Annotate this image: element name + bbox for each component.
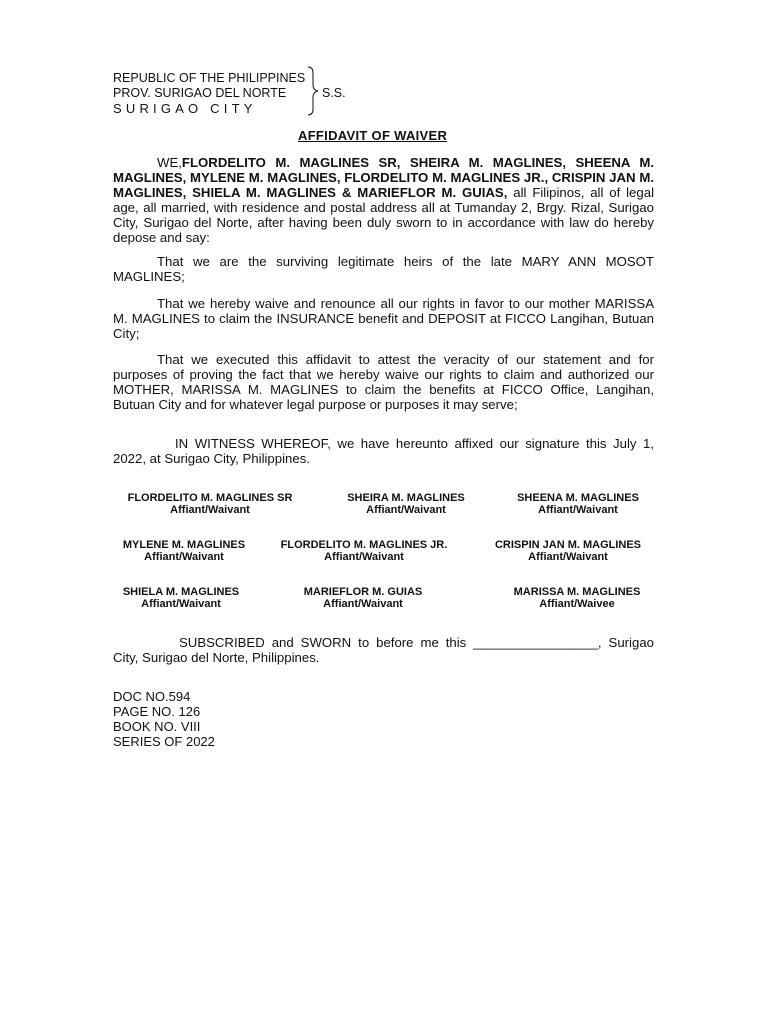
page-number: PAGE NO. 126 [113,704,201,719]
signatory-6 [483,539,653,563]
book-number: BOOK NO. VIII [113,719,201,734]
signatory-role: Affiant/Waivant [324,551,404,563]
signatory-name: MARIEFLOR M. GUIAS [303,586,423,598]
doc-number: DOC NO.594 [113,689,191,704]
affiants-details: all Filipinos, all of legal age, all married, with residence and postal address all at Tumanday 2, Brgy. Rizal, Surigao City, Surigao del Norte, after having been duly sworn to in accordance with law do hereby depose and say: [113,185,654,245]
paragraph-jurat: SUBSCRIBED and SWORN to before me this _________________, Surigao City, Surigao del Norte, Philippines. [113,635,654,665]
venue-city: SURIGAO CITY [113,101,257,116]
series-year: SERIES OF 2022 [113,734,215,749]
affiants-names: FLORDELITO M. MAGLINES SR, SHEIRA M. MAGLINES, SHEENA M. MAGLINES, MYLENE M. MAGLINES, FLORDELITO M. MAGLINES JR., CRISPIN JAN M. MAGLINES, SHIELA M. MAGLINES & MARIEFLOR M. GUIAS, [113,155,654,200]
signatory-role: Affiant/Waivant [144,551,224,563]
affiants-lead: WE, [157,155,182,170]
venue-republic: REPUBLIC OF THE PHILIPPINES [113,71,306,85]
signatory-role: Affiant/Waivee [539,598,615,610]
signatory-name: FLORDELITO M. MAGLINES JR. [280,539,448,551]
signatory-name: MARISSA M. MAGLINES [513,586,641,598]
venue-province: PROV. SURIGAO DEL NORTE [113,86,287,100]
document-title: AFFIDAVIT OF WAIVER [298,128,448,143]
signatory-role: Affiant/Waivant [170,504,250,516]
signatory-4 [113,539,255,563]
venue-block [113,71,305,116]
signatory-name: SHEIRA M. MAGLINES [347,492,465,504]
paragraph-heirs: That we are the surviving legitimate heirs of the late MARY ANN MOSOT MAGLINES; [113,254,654,284]
signatory-name: FLORDELITO M. MAGLINES SR [127,492,293,504]
paragraph-waiver: That we hereby waive and renounce all our rights in favor to our mother MARISSA M. MAGLINES to claim the INSURANCE benefit and DEPOSIT at FICCO Langihan, Butuan City; [113,296,654,341]
signatory-7 [113,586,249,610]
signatory-3 [506,492,650,516]
signatory-8 [293,586,433,610]
venue-ss: S.S. [322,86,346,100]
signatory-name: CRISPIN JAN M. MAGLINES [494,539,642,551]
signatory-2 [336,492,476,516]
signatory-1 [113,492,307,516]
signatory-name: SHEENA M. MAGLINES [517,492,639,504]
signatory-name: MYLENE M. MAGLINES [122,539,246,551]
signatory-role: Affiant/Waivant [323,598,403,610]
paragraph-purpose: That we executed this affidavit to attest the veracity of our statement and for purposes of proving the fact that we hereby waive our rights to claim and authorized our MOTHER, MARISSA M. MAGLINES to claim the benefits at FICCO Office, Langihan, Butuan City and for whatever legal purpose or purposes it may serve; [113,352,654,412]
paragraph-affiants [113,155,654,245]
paragraph-witness: IN WITNESS WHEREOF, we have hereunto affixed our signature this July 1, 2022, at Surigao City, Philippines. [113,436,654,466]
signatory-role: Affiant/Waivant [528,551,608,563]
notarial-register [113,689,215,749]
signatory-role: Affiant/Waivant [141,598,221,610]
venue-brace-icon [306,66,320,116]
signatory-role: Affiant/Waivant [538,504,618,516]
signatory-9 [502,586,652,610]
signatory-role: Affiant/Waivant [366,504,446,516]
signatory-5 [266,539,462,563]
signatory-name: SHIELA M. MAGLINES [122,586,240,598]
